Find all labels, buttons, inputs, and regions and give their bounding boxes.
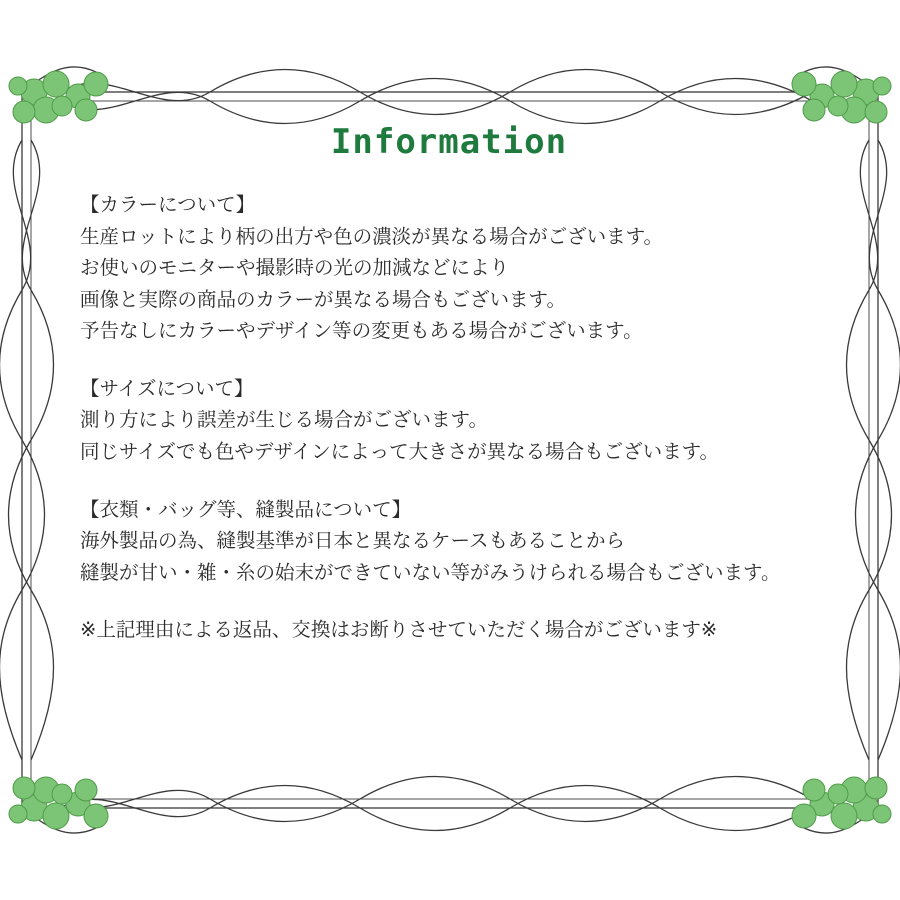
- section-line: 生産ロットにより柄の出方や色の濃淡が異なる場合がございます。: [80, 225, 664, 248]
- section-heading: 【サイズについて】: [80, 377, 254, 400]
- return-policy-footnote: ※上記理由による返品、交換はお断りさせていただく場合がございます※: [80, 619, 718, 642]
- section-color: [80, 190, 820, 348]
- section-line: 海外製品の為、縫製基準が日本と異なるケースもあることから: [80, 530, 626, 553]
- section-size: [80, 374, 820, 469]
- section-sewn-products: [80, 495, 820, 590]
- section-line: お使いのモニターや撮影時の光の加減などにより: [80, 257, 510, 280]
- section-line: 測り方により誤差が生じる場合がございます。: [80, 409, 488, 432]
- section-line: 同じサイズでも色やデザインによって大きさが異なる場合もございます。: [80, 441, 720, 464]
- section-heading: 【カラーについて】: [80, 194, 256, 216]
- section-heading: 【衣類・バッグ等、縫製品について】: [80, 498, 412, 521]
- section-line: 予告なしにカラーやデザイン等の変更もある場合がございます。: [80, 320, 643, 343]
- information-body: [78, 190, 820, 647]
- section-line: 画像と実際の商品のカラーが異なる場合もございます。: [80, 288, 566, 311]
- page-title: Information: [330, 122, 568, 162]
- section-line: 縫製が甘い・雑・糸の始末ができていない等がみうけられる場合もございます。: [80, 561, 781, 584]
